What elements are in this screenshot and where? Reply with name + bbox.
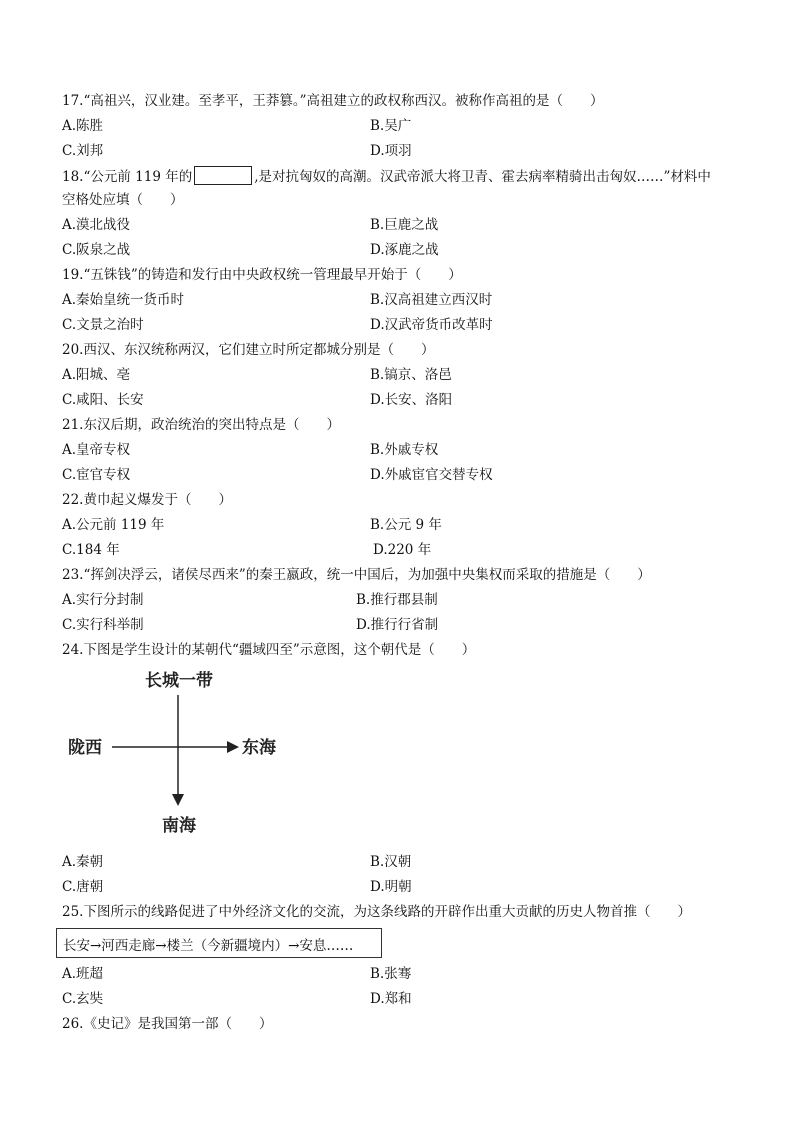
question-19-stem: 19.“五铢钱”的铸造和发行由中央政权统一管理最早开始于（ ）	[62, 267, 462, 283]
question-17-stem: 17.“高祖兴，汉业建。至孝平，王莽篡。”高祖建立的政权称西汉。被称作高祖的是（ ）	[62, 93, 604, 109]
label-north: 长城一带	[145, 671, 213, 691]
q20-option-a: A.阳城、亳	[62, 367, 131, 383]
q22-option-b: B.公元 9 年	[370, 517, 442, 533]
q18-blank-box	[194, 166, 252, 185]
q24-option-b: B.汉朝	[370, 854, 412, 870]
question-24-stem: 24.下图是学生设计的某朝代“疆域四至”示意图，这个朝代是（ ）	[62, 642, 476, 658]
q21-option-a: A.皇帝专权	[62, 442, 131, 458]
q23-option-c: C.实行科举制	[62, 617, 144, 633]
q25-option-a: A.班超	[62, 966, 104, 982]
territory-extent-diagram	[60, 665, 300, 845]
q20-option-d: D.长安、洛阳	[370, 392, 453, 408]
question-18-stem	[62, 166, 711, 186]
q25-option-b: B.张骞	[370, 966, 412, 982]
q22-option-c: C.184 年	[62, 542, 120, 558]
route-text: 长安→河西走廊→楼兰（今新疆境内）→安息……	[63, 938, 354, 954]
q18-option-a: A.漠北战役	[62, 217, 131, 233]
q17-option-a: A.陈胜	[62, 118, 104, 134]
q19-option-c: C.文景之治时	[62, 317, 144, 333]
q20-option-b: B.镐京、洛邑	[370, 367, 452, 383]
q17-option-d: D.项羽	[370, 143, 412, 159]
q24-option-a: A.秦朝	[62, 854, 104, 870]
label-east: 东海	[242, 738, 276, 758]
q24-option-d: D.明朝	[370, 879, 412, 895]
q23-option-b: B.推行郡县制	[356, 592, 438, 608]
q18-option-c: C.阪泉之战	[62, 242, 131, 258]
question-20-stem: 20.西汉、东汉统称两汉，它们建立时所定都城分别是（ ）	[62, 342, 435, 358]
q21-option-d: D.外戚宦官交替专权	[370, 467, 493, 483]
q18-stem-post: ,是对抗匈奴的高潮。汉武帝派大将卫青、霍去病率精骑出击匈奴……”材料中	[254, 169, 711, 185]
q18-option-b: B.巨鹿之战	[370, 217, 439, 233]
q22-option-a: A.公元前 119 年	[62, 517, 165, 533]
q21-option-c: C.宦官专权	[62, 467, 131, 483]
question-22-stem: 22.黄巾起义爆发于（ ）	[62, 492, 232, 508]
q18-stem-pre: 18.“公元前 119 年的	[62, 169, 193, 185]
q19-option-d: D.汉武帝货币改革时	[370, 317, 493, 333]
q25-option-c: C.玄奘	[62, 991, 104, 1007]
q17-option-b: B.吴广	[370, 118, 412, 134]
q24-option-c: C.唐朝	[62, 879, 104, 895]
question-25-stem: 25.下图所示的线路促进了中外经济文化的交流，为这条线路的开辟作出重大贡献的历史人物首推（ ）	[62, 904, 691, 920]
q17-option-c: C.刘邦	[62, 143, 104, 159]
q21-option-b: B.外戚专权	[370, 442, 439, 458]
label-west: 陇西	[68, 738, 102, 758]
q19-option-a: A.秦始皇统一货币时	[62, 292, 185, 308]
question-23-stem: 23.“挥剑决浮云，诸侯尽西来”的秦王嬴政，统一中国后，为加强中央集权而采取的措施是（ ）	[62, 567, 651, 583]
q20-option-c: C.咸阳、长安	[62, 392, 144, 408]
label-south: 南海	[162, 816, 196, 836]
q19-option-b: B.汉高祖建立西汉时	[370, 292, 493, 308]
question-26-stem: 26.《史记》是我国第一部（ ）	[62, 1016, 273, 1032]
q25-option-d: D.郑和	[370, 991, 412, 1007]
q18-option-d: D.涿鹿之战	[370, 242, 439, 258]
q23-option-a: A.实行分封制	[62, 592, 144, 608]
question-21-stem: 21.东汉后期，政治统治的突出特点是（ ）	[62, 417, 340, 433]
q23-option-d: D.推行行省制	[356, 617, 439, 633]
silk-road-route-box	[56, 928, 382, 958]
q22-option-d: D.220 年	[373, 542, 432, 558]
q18-stem-line2: 空格处应填（ ）	[62, 192, 184, 208]
